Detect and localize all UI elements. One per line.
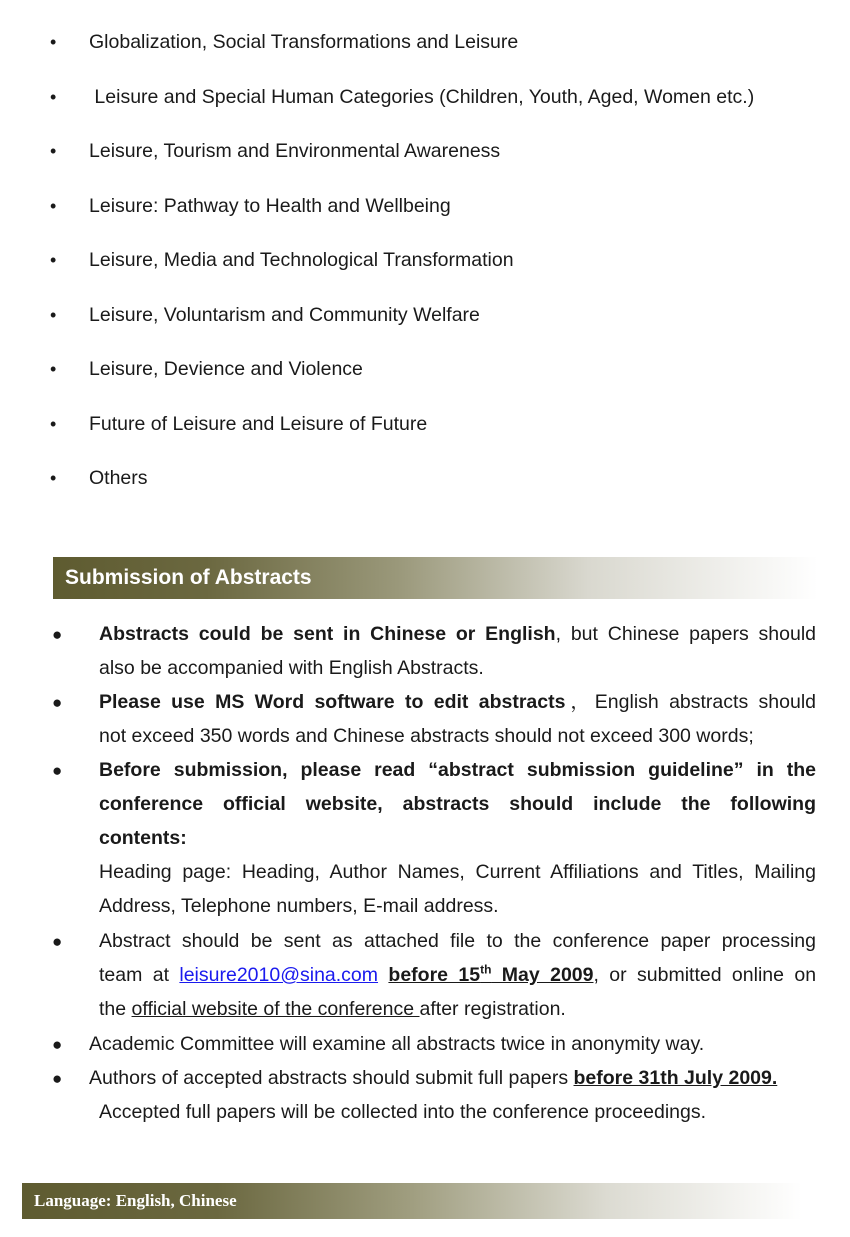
- topic-text: Others: [89, 467, 148, 489]
- bullet-icon: •: [50, 359, 57, 379]
- item2-bold-text: Please use MS Word software to edit abstracts: [99, 691, 566, 713]
- official-website-link[interactable]: official website of the conference: [131, 998, 420, 1020]
- item3-bold-line2: conference official website, abstracts should include the following: [99, 793, 816, 815]
- bullet-icon: •: [50, 141, 57, 161]
- item4-text-pre: team at: [99, 964, 180, 986]
- bullet-icon: •: [50, 305, 57, 325]
- bullet-icon: •: [50, 32, 57, 52]
- section-title: Submission of Abstracts: [65, 566, 312, 589]
- list-item: [0, 82, 850, 112]
- language-footer-banner: [22, 1183, 802, 1219]
- item1-bold-text: Abstracts could be sent in Chinese or English: [99, 623, 556, 645]
- item6-line2: Accepted full papers will be collected into the conference proceedings.: [99, 1101, 707, 1123]
- item4-line3: [99, 992, 816, 1026]
- item2-line2: not exceed 350 words and Chinese abstracts should not exceed 300 words;: [99, 725, 754, 747]
- list-item: [0, 27, 850, 57]
- topic-text: Globalization, Social Transformations and Leisure: [89, 31, 519, 53]
- topic-text: Leisure, Tourism and Environmental Awareness: [89, 140, 501, 162]
- item6-text-pre: Authors of accepted abstracts should submit full papers: [89, 1067, 574, 1089]
- topic-text: Leisure: Pathway to Health and Wellbeing: [89, 195, 451, 217]
- bullet-icon: ●: [52, 761, 63, 780]
- bullet-icon: •: [50, 87, 57, 107]
- topic-text: Future of Leisure and Leisure of Future: [89, 413, 428, 435]
- bullet-icon: ●: [52, 625, 63, 644]
- email-link[interactable]: leisure2010@sina.com: [179, 964, 379, 986]
- list-item: [0, 354, 850, 384]
- item4-text-post: , or submitted online on: [593, 964, 817, 986]
- item3-bold-line3: contents:: [99, 827, 187, 849]
- item3-line3: [99, 821, 816, 855]
- item3-line1: [99, 753, 816, 787]
- item4-line1: Abstract should be sent as attached file to the conference paper processing: [99, 930, 816, 952]
- topic-text: Leisure, Devience and Violence: [89, 358, 363, 380]
- list-item: [0, 463, 850, 493]
- item2-rest-text: ，English abstracts should: [565, 691, 816, 713]
- item3-bold-line1: Before submission, please read “abstract submission guideline” in the: [99, 759, 816, 781]
- item4-line3-pre: the: [99, 998, 132, 1020]
- deadline-post: May 2009: [491, 964, 594, 986]
- bullet-icon: ●: [52, 1069, 63, 1088]
- deadline-pre: before 15: [388, 964, 481, 986]
- section-header-banner: [53, 557, 818, 599]
- language-text: Language: English, Chinese: [34, 1191, 237, 1210]
- bullet-icon: •: [50, 414, 57, 434]
- item1-line1: [99, 617, 816, 651]
- item6-line1: [89, 1061, 816, 1095]
- deadline-text: [388, 964, 593, 986]
- list-item: [0, 191, 850, 221]
- topic-text: Leisure and Special Human Categories (Children, Youth, Aged, Women etc.): [89, 86, 755, 108]
- bullet-icon: ●: [52, 1035, 63, 1054]
- item4-line2: [99, 958, 816, 992]
- topic-text: Leisure, Media and Technological Transformation: [89, 249, 514, 271]
- list-item: [0, 300, 850, 330]
- item3-line5: Address, Telephone numbers, E-mail address.: [99, 895, 499, 917]
- item2-line1: [99, 685, 816, 719]
- item3-line2: [99, 787, 816, 821]
- item1-rest-text: , but Chinese papers should: [555, 623, 816, 645]
- bullet-icon: •: [50, 250, 57, 270]
- topic-text: Leisure, Voluntarism and Community Welfare: [89, 304, 480, 326]
- bullet-icon: ●: [52, 932, 63, 951]
- list-item: [0, 245, 850, 275]
- item3-line4: Heading page: Heading, Author Names, Current Affiliations and Titles, Mailing: [99, 861, 816, 883]
- bullet-icon: •: [50, 196, 57, 216]
- deadline-sup: th: [480, 962, 492, 977]
- list-item: [0, 409, 850, 439]
- item1-line2: also be accompanied with English Abstracts.: [99, 657, 484, 679]
- bullet-icon: •: [50, 468, 57, 488]
- list-item: [0, 136, 850, 166]
- item5-line1: Academic Committee will examine all abstracts twice in anonymity way.: [89, 1033, 705, 1055]
- item4-line3-post: after registration.: [419, 998, 566, 1020]
- bullet-icon: ●: [52, 693, 63, 712]
- full-paper-deadline: before 31th July 2009.: [573, 1067, 778, 1089]
- deadline-spacer: [378, 964, 388, 986]
